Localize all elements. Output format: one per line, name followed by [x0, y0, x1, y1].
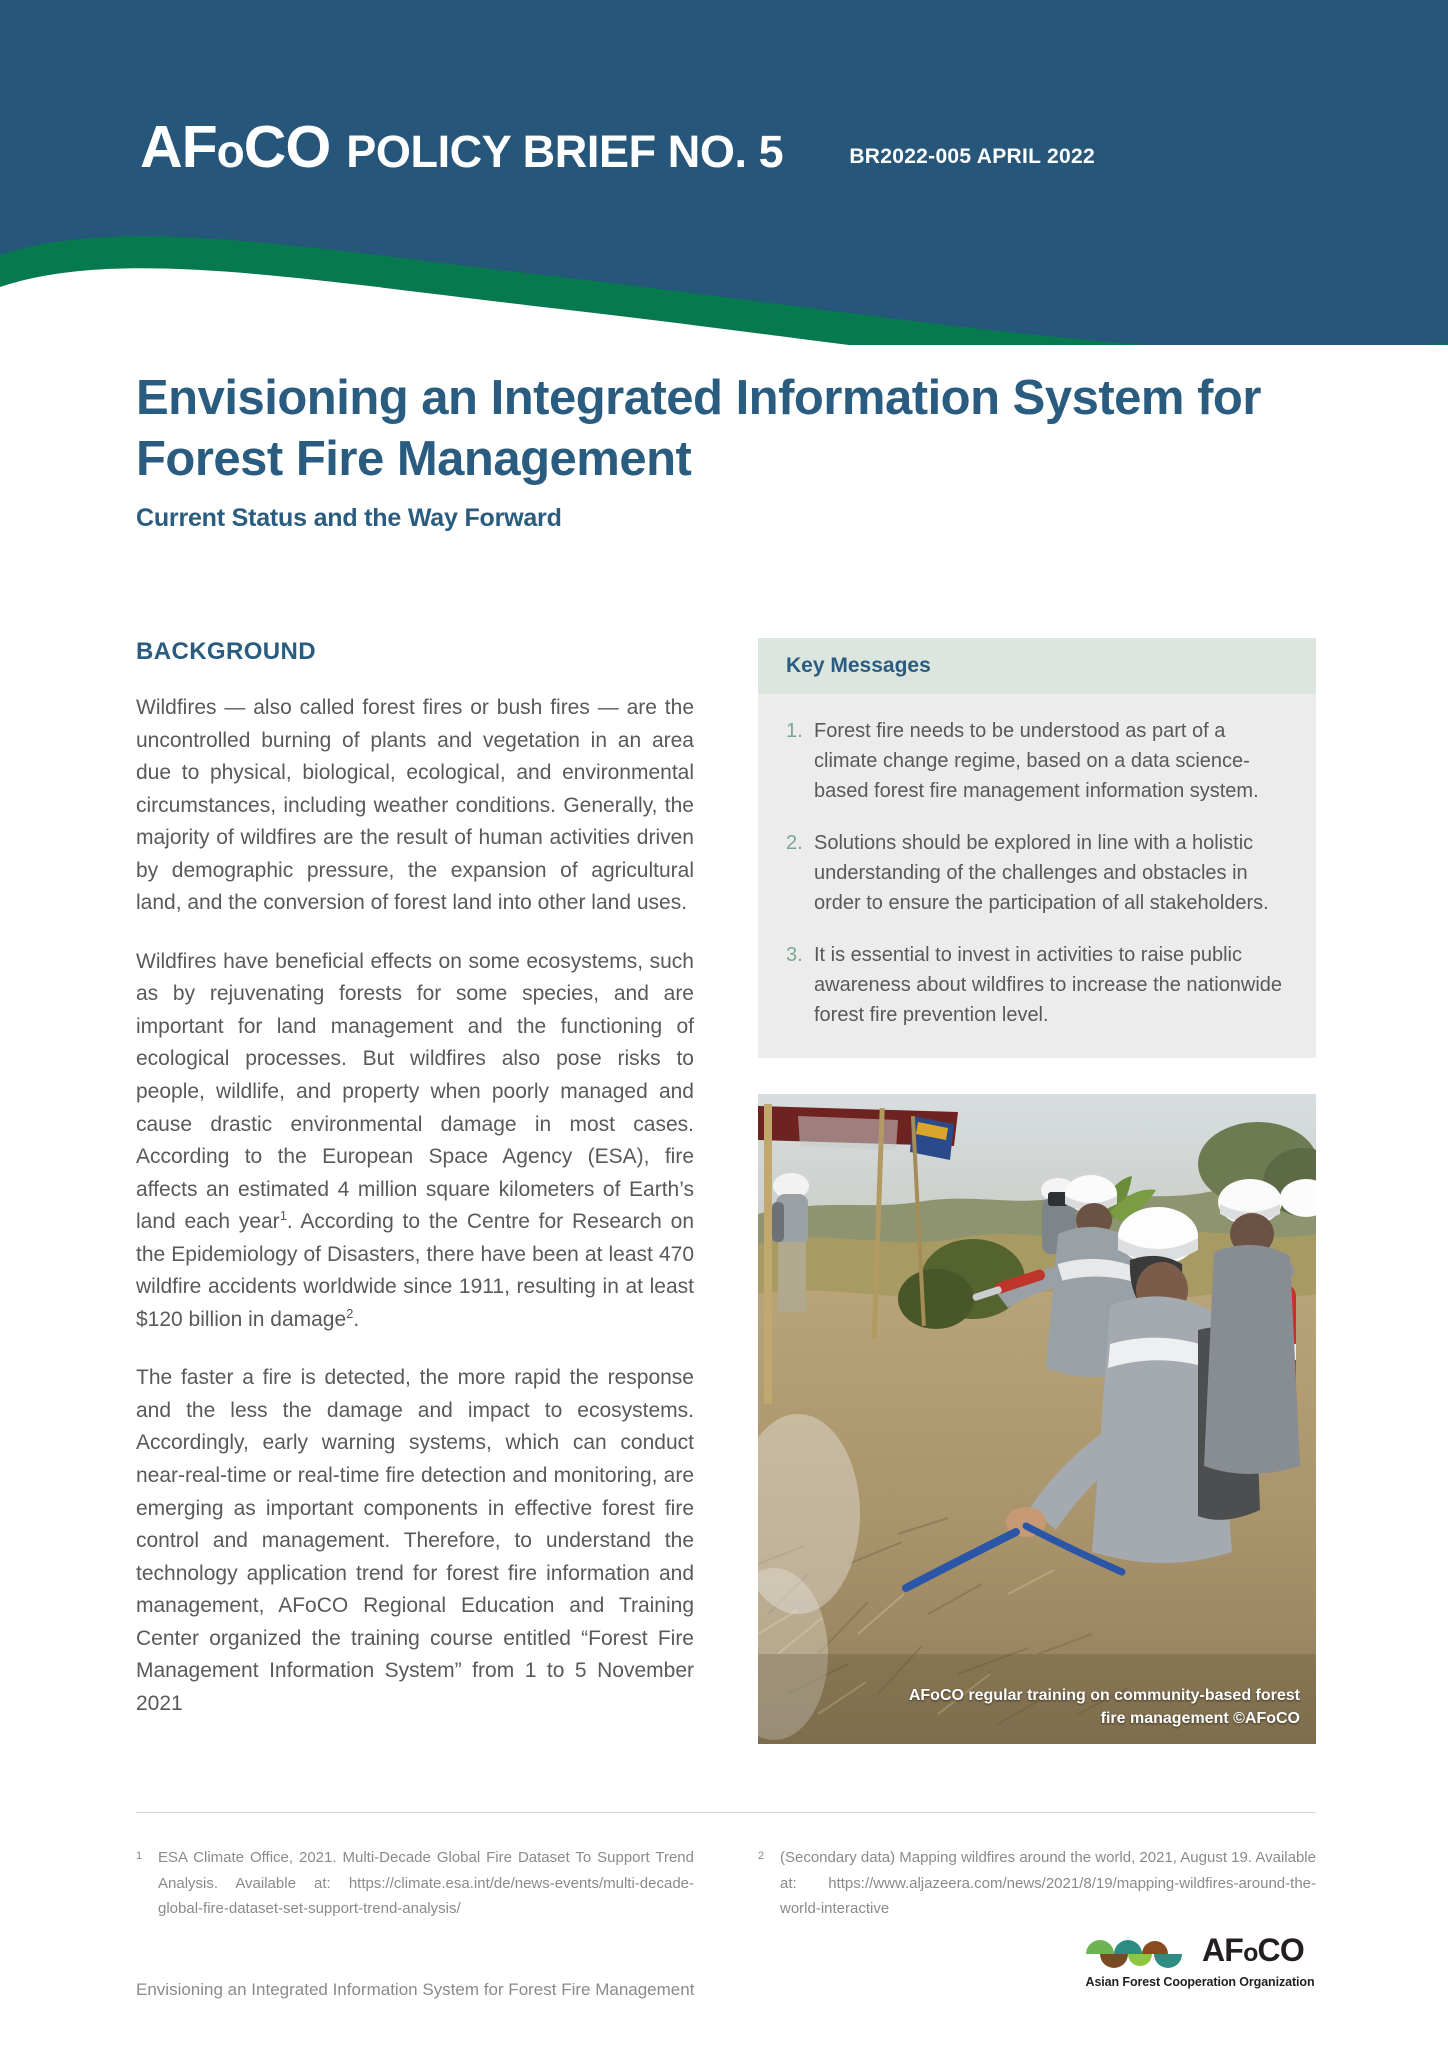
footnote-1: [136, 1845, 694, 1922]
paragraph-2-part-1: Wildfires have beneficial effects on some ecosystems, such as by rejuvenating forests for some species, and are important for land management and the functioning of ecological processes. But wildfires also pose risks to people, wildlife, and property when poorly managed and cause drastic environmental damage in most cases. According to the European Space Agency (ESA), fire affects an estimated 4 million square kilometers of Earth’s land each year: [136, 949, 694, 1234]
photo-illustration: [758, 1094, 1316, 1744]
background-paragraph-3: The faster a fire is detected, the more rapid the response and the less the damage and impact to ecosystems. Accordingly, early warning systems, which can conduct near-real-time or real-time fire detection and monitoring, are emerging as important components in effective forest fire control and management. Therefore, to understand the technology application trend for forest fire information and management, AFoCO Regional Education and Training Center organized the training course entitled “Forest Fire Management Information System” from 1 to 5 November 2021: [136, 1366, 694, 1715]
key-message-text: Solutions should be explored in line with a holistic understanding of the challenges and obstacles in order to ensure the participation of all stakeholders.: [814, 832, 1269, 914]
background-paragraph-1: Wildfires — also called forest fires or bush fires — are the uncontrolled burning of plants and vegetation in an area due to physical, biological, ecological, and environmental circumstances, including weather conditions. Generally, the majority of wildfires are the result of human activities driven by demographic pressure, the expansion of agricultural land, and the conversion of forest land into other land uses.: [136, 696, 694, 915]
afoco-logo-wordmark: AFoCO: [1202, 1932, 1304, 1968]
footnote-column-left: [136, 1845, 694, 1922]
key-messages-list: [758, 694, 1316, 1058]
left-column: [136, 638, 694, 1720]
footnote-text: (Secondary data) Mapping wildfires around the world, 2021, August 19. Available at: https://www.aljazeera.com/news/2021/8/19/mapping-wildfires-around-the-world-interactive: [780, 1849, 1316, 1917]
footer-logo: [1084, 1932, 1316, 1989]
footnote-2: [758, 1845, 1316, 1922]
footer-running-title: Envisioning an Integrated Information System for Forest Fire Management: [136, 1980, 695, 1999]
footnote-marker: 1: [136, 1850, 143, 1862]
document-code: BR2022-005 APRIL 2022: [849, 145, 1095, 168]
list-item: [786, 828, 1290, 918]
key-message-text: It is essential to invest in activities to raise public awareness about wildfires to increase the nationwide forest fire prevention level.: [814, 944, 1283, 1026]
afoco-logo-tagline: Asian Forest Cooperation Organization: [1085, 1975, 1315, 1989]
policy-brief-title: POLICY BRIEF NO. 5: [346, 126, 784, 177]
page-title: Envisioning an Integrated Information System for Forest Fire Management: [136, 371, 1261, 486]
footnote-column-right: [758, 1845, 1316, 1922]
background-paragraph-2: [136, 946, 694, 1337]
key-message-text: Forest fire needs to be understood as part of a climate change regime, based on a data science-based forest fire management information system.: [814, 720, 1259, 802]
green-wave-divider: [0, 225, 1448, 345]
logo-row: [1084, 1932, 1316, 1968]
key-message-number: 1.: [786, 720, 803, 742]
afoco-emblem-icon: [1084, 1932, 1194, 1968]
title-block: [136, 368, 1316, 533]
page-subtitle: Current Status and the Way Forward: [136, 503, 562, 532]
key-messages-box: [758, 638, 1316, 1058]
afoco-wordmark: AFoCO: [140, 114, 331, 180]
key-messages-header: [758, 638, 1316, 694]
section-heading-background: BACKGROUND: [136, 638, 316, 665]
list-item: [786, 716, 1290, 806]
footnote-ref-2: 2: [346, 1305, 354, 1321]
header-title-row: [140, 114, 1320, 180]
footnote-divider: [136, 1812, 1316, 1813]
right-column: [758, 638, 1316, 1744]
paragraph-2-period: .: [353, 1307, 360, 1331]
list-item: [786, 940, 1290, 1030]
page-header: [0, 0, 1448, 345]
footnote-text: ESA Climate Office, 2021. Multi-Decade Global Fire Dataset To Support Trend Analysis. Available at: https://climate.esa.int/de/news-events/multi-decade-global-fire-dataset-set-support-trend-analysis/: [158, 1849, 694, 1917]
paragraph-2-part-2: . According to the Centre for Research on the Epidemiology of Disasters, there have been at least 470 wildfire accidents worldwide since 1911, resulting in at least $120 billion in damage: [136, 1210, 694, 1331]
key-messages-title: Key Messages: [786, 654, 931, 677]
training-photo: [758, 1094, 1316, 1744]
key-message-number: 2.: [786, 832, 803, 854]
photo-caption: AFoCO regular training on community-based forest fire management ©AFoCO: [908, 1687, 1300, 1727]
footnote-ref-1: 1: [279, 1208, 287, 1224]
footnote-marker: 2: [758, 1850, 765, 1862]
key-message-number: 3.: [786, 944, 803, 966]
